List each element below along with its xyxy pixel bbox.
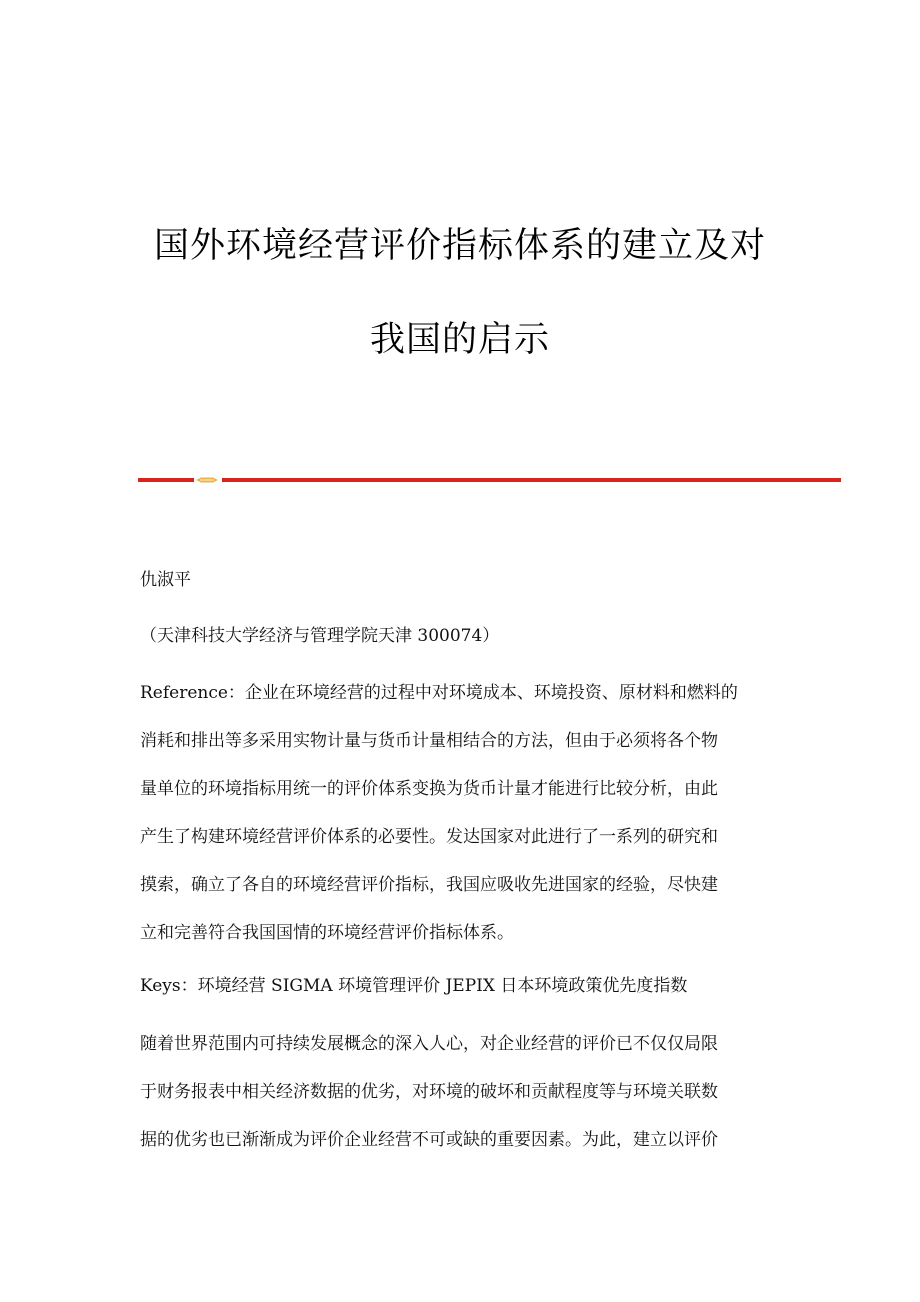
abstract-line: 摸索，确立了各自的环境经营评价指标，我国应吸收先进国家的经验，尽快建	[140, 875, 718, 895]
keywords-text: 环境经营 SIGMA 环境管理评价 JEPIX 日本环境政策优先度指数	[197, 976, 688, 996]
keywords-line	[140, 962, 780, 1010]
body-line: 据的优劣也已渐渐成为评价企业经营不可或缺的重要因素。为此，建立以评价	[140, 1130, 718, 1150]
divider-rule-right	[222, 478, 841, 482]
title-line-2: 我国的启示	[369, 320, 550, 360]
author-name: 仇淑平	[140, 570, 191, 590]
title-divider	[138, 477, 841, 483]
abstract-line: 立和完善符合我国国情的环境经营评价指标体系。	[140, 923, 514, 943]
divider-rule-left	[138, 478, 194, 482]
author-affiliation: （天津科技大学经济与管理学院天津 300074）	[140, 626, 500, 646]
abstract-line: 产生了构建环境经营评价体系的必要性。发达国家对此进行了一系列的研究和	[140, 827, 718, 847]
keywords-label: Keys：	[140, 976, 198, 996]
body-line: 随着世界范围内可持续发展概念的深入人心，对企业经营的评价已不仅仅局限	[140, 1034, 718, 1054]
abstract-label: Reference：	[140, 683, 245, 703]
abstract-line: 消耗和排出等多采用实物计量与货币计量相结合的方法，但由于必须将各个物	[140, 731, 718, 751]
body-line: 于财务报表中相关经济数据的优劣，对环境的破坏和贡献程度等与环境关联数	[140, 1082, 718, 1102]
abstract-line: 量单位的环境指标用统一的评价体系变换为货币计量才能进行比较分析，由此	[140, 779, 718, 799]
abstract-paragraph	[140, 669, 780, 957]
title-line-1: 国外环境经营评价指标体系的建立及对	[153, 226, 766, 266]
divider-ornament-icon	[195, 477, 219, 483]
abstract-line: Reference：企业在环境经营的过程中对环境成本、环境投资、原材料和燃料的	[140, 683, 738, 703]
body-paragraph	[140, 1020, 780, 1164]
